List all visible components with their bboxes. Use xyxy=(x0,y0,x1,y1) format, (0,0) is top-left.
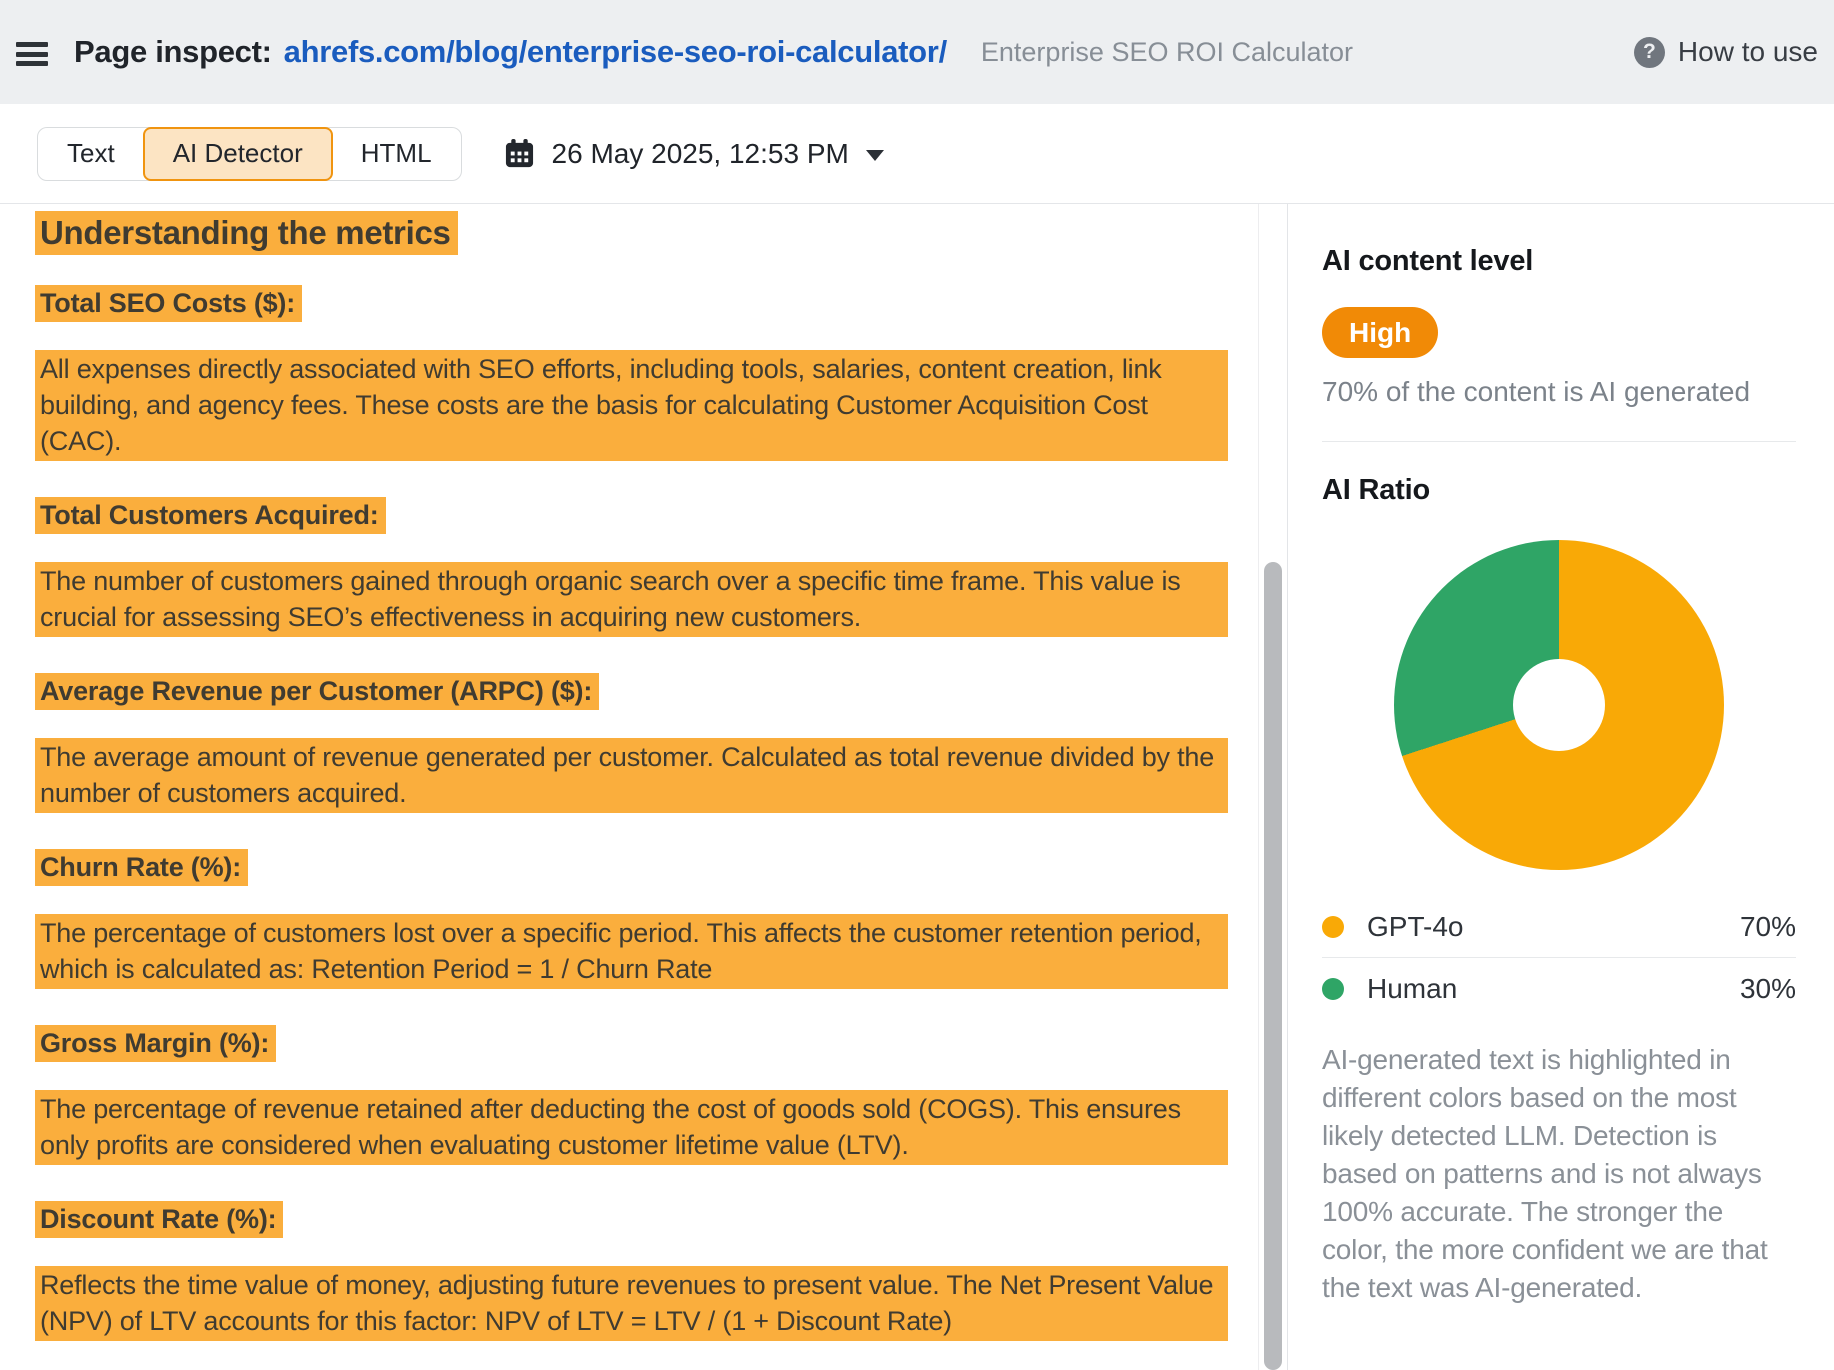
legend-dot-human xyxy=(1322,978,1344,1000)
tab-html[interactable]: HTML xyxy=(332,128,461,180)
legend-row-human xyxy=(1322,965,1796,1012)
section-title: Average Revenue per Customer (ARPC) ($): xyxy=(35,674,1228,708)
section-title: Churn Rate (%): xyxy=(35,850,1228,884)
how-to-use-button[interactable] xyxy=(1634,36,1818,68)
header xyxy=(0,0,1834,104)
highlighted-paragraph: Reflects the time value of money, adjusting future revenues to present value. The Net Present Value (NPV) of LTV accounts for this factor: NPV of LTV = LTV / (1 + Discount Rate) xyxy=(35,1266,1228,1341)
legend-value: 70% xyxy=(1739,910,1796,942)
legend-row-gpt4o xyxy=(1322,903,1796,950)
highlighted-paragraph: The average amount of revenue generated per customer. Calculated as total revenue divided by the number of customers acquired. xyxy=(35,738,1228,813)
highlighted-paragraph: All expenses directly associated with SEO efforts, including tools, salaries, content creation, link building, and agency fees. These costs are the basis for calculating Customer Acquisition Cost (CAC). xyxy=(35,350,1228,461)
legend-dot-gpt4o xyxy=(1322,916,1344,938)
highlighted-paragraph: The percentage of customers lost over a specific period. This affects the customer retention period, which is calculated as: Retention Period = 1 / Churn Rate xyxy=(35,914,1228,989)
legend-divider xyxy=(1322,957,1796,958)
tab-ai-detector[interactable]: AI Detector xyxy=(143,127,333,181)
sidebar-divider xyxy=(1322,441,1796,442)
ai-ratio-title: AI Ratio xyxy=(1322,474,1430,506)
how-to-use-label: How to use xyxy=(1677,36,1818,67)
legend-label: GPT-4o xyxy=(1367,910,1464,942)
snapshot-date-picker[interactable] xyxy=(504,138,884,170)
ai-detector-sidebar xyxy=(1288,204,1834,1370)
snapshot-date: 26 May 2025, 12:53 PM xyxy=(551,137,849,169)
chevron-down-icon xyxy=(866,150,884,161)
toolbar xyxy=(0,104,1834,203)
highlighted-paragraph: The number of customers gained through organic search over a specific time frame. This value is crucial for assessing SEO’s effectiveness in acquiring new customers. xyxy=(35,562,1228,637)
section-title: Gross Margin (%): xyxy=(35,1026,1228,1060)
ai-level-badge: High xyxy=(1322,307,1438,358)
article-content xyxy=(0,204,1258,1370)
section-title: Total Customers Acquired: xyxy=(35,498,1228,532)
section-title: Discount Rate (%): xyxy=(35,1202,1228,1236)
ai-ratio-donut-chart xyxy=(1394,540,1724,870)
chart-legend xyxy=(1322,903,1796,1012)
ai-detection-footnote: AI-generated text is highlighted in different colors based on the most likely detected LLM. Detection is based on patterns and is not always 100% accurate. The stronger the color, the more confident we are that the text was AI-generated. xyxy=(1322,1044,1768,1303)
article-heading: Understanding the metrics xyxy=(35,213,1228,253)
hamburger-menu-icon[interactable] xyxy=(16,42,48,66)
ai-level-description: 70% of the content is AI generated xyxy=(1322,376,1751,407)
legend-label: Human xyxy=(1367,972,1458,1004)
donut-hole xyxy=(1513,659,1605,751)
page-inspect-title: Page inspect: xyxy=(74,34,272,69)
legend-value: 30% xyxy=(1739,972,1796,1004)
page-title-subtitle: Enterprise SEO ROI Calculator xyxy=(980,36,1354,67)
highlighted-paragraph: The percentage of revenue retained after deducting the cost of goods sold (COGS). This ensures only profits are considered when evaluating customer lifetime value (LTV). xyxy=(35,1090,1228,1165)
ai-content-level-title: AI content level xyxy=(1322,245,1534,277)
tab-text[interactable]: Text xyxy=(38,128,144,180)
section-title: Total SEO Costs ($): xyxy=(35,286,1228,320)
calendar-icon xyxy=(504,138,535,169)
view-tabs xyxy=(37,127,462,181)
inspected-url-link[interactable]: ahrefs.com/blog/enterprise-seo-roi-calculator/ xyxy=(283,34,947,69)
scrollbar-thumb[interactable] xyxy=(1264,562,1282,1370)
scrollbar-track[interactable] xyxy=(1258,204,1288,1370)
question-circle-icon: ? xyxy=(1634,37,1665,68)
